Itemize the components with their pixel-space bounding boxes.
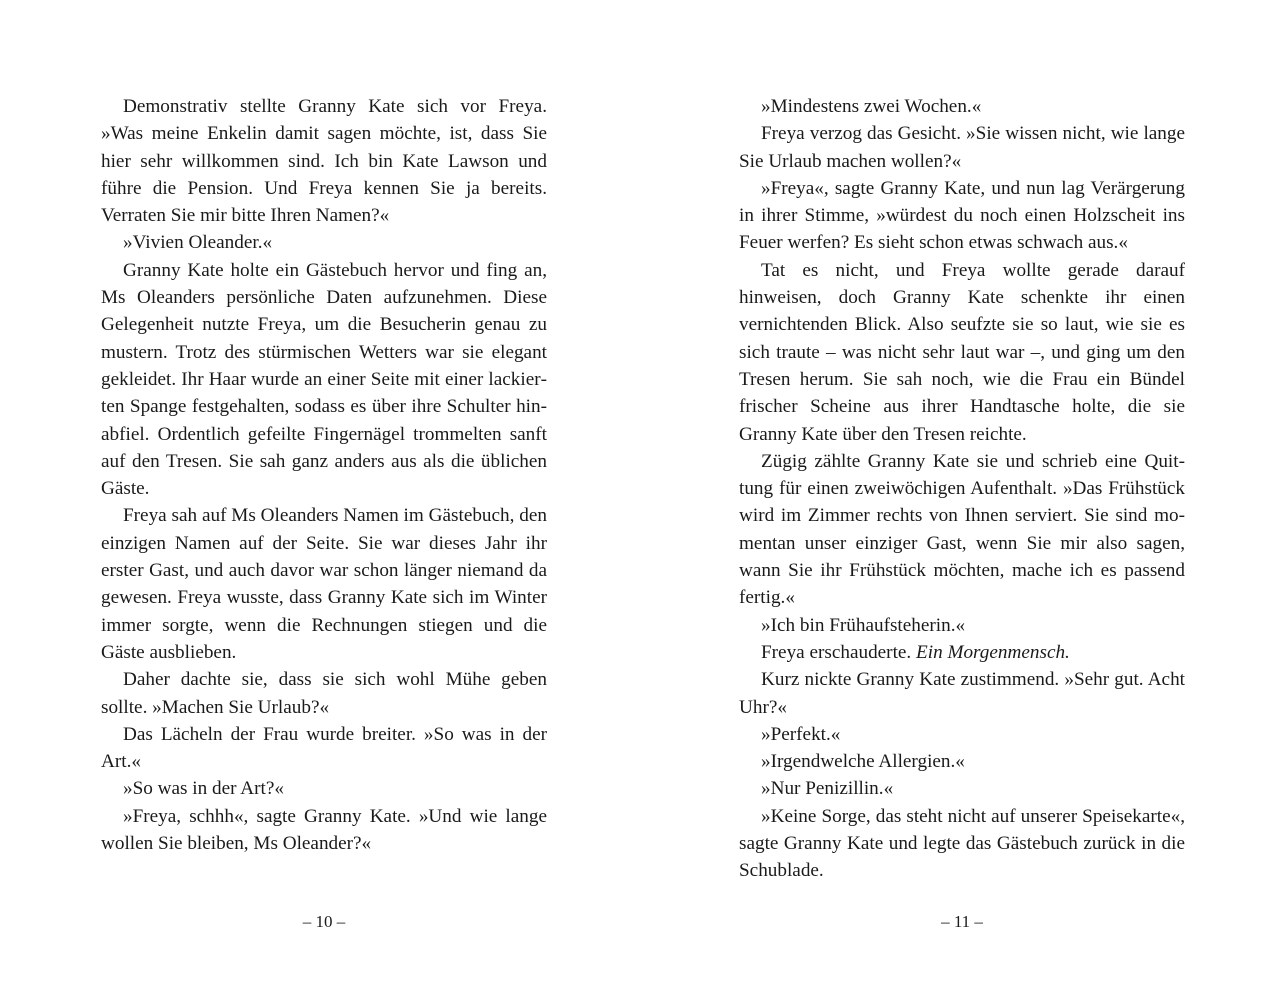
paragraph: Tat es nicht, und Freya wollte gerade darauf hinweisen, doch Granny Kate schenkte ihr einen vernichtenden Blick. Also seufzte sie so laut, wie sie es sich traute – was nicht sehr laut war –, und ging um den Tresen herum. Sie sah noch, wie die Frau ein Bündel frischer Scheine aus ihrer Handtasche holte, die sie Granny Kate über den Tresen reichte. — [739, 259, 1185, 445]
right-page — [739, 93, 1185, 885]
paragraph: Kurz nickte Granny Kate zustimmend. »Sehr gut. Acht Uhr?« — [739, 669, 1185, 718]
paragraph: Freya verzog das Gesicht. »Sie wissen nicht, wie lange Sie Urlaub machen wollen?« — [739, 123, 1185, 172]
paragraph: »Irgendwelche Allergien.« — [761, 751, 965, 773]
paragraph: Daher dachte sie, dass sie sich wohl Mühe geben sollte. »Machen Sie Urlaub?« — [101, 669, 547, 718]
paragraph: Granny Kate holte ein Gästebuch hervor und fing an, Ms Oleanders persönliche Daten aufzunehmen. Diese Gelegenheit nutzte Freya, um die Besucherin genau zu mustern. Trotz des stürmischen Wetters war sie elegant gekleidet. Ihr Haar wurde an einer Seite mit einer lackierten Spange festgehalten, sodass es über ihre Schulter hinabfiel. Ordentlich gefeilte Fingernägel trommelten sanft auf den Tresen. Sie sah ganz anders aus als die üblichen Gäste. — [101, 259, 547, 500]
italic-phrase: Ein Morgenmensch. — [916, 641, 1070, 663]
paragraph: »Mindestens zwei Wochen.« — [761, 96, 982, 117]
paragraph: »So was in der Art?« — [123, 778, 284, 800]
paragraph: »Freya«, sagte Granny Kate, und nun lag Verärgerung in ihrer Stimme, »würdest du noch einen Holzscheit ins Feuer werfen? Es sieht schon etwas schwach aus.« — [739, 177, 1185, 254]
paragraph: Freya sah auf Ms Oleanders Namen im Gästebuch, den einzigen Namen auf der Seite. Sie war dieses Jahr ihr erster Gast, und auch davor war schon länger niemand da gewesen. Freya wusste, dass Granny Kate sich im Winter immer sorgte, wenn die Rechnungen stiegen und die Gäste ausblieben. — [101, 505, 547, 663]
paragraph: Demonstrativ stellte Granny Kate sich vor Freya. »Was meine Enkelin damit sagen möchte, ist, dass Sie hier sehr willkommen sind. Ich bin Kate Lawson und führe die Pension. Und Freya kennen Sie ja bereits. Verraten Sie mir bitte Ihren Namen?« — [101, 96, 547, 227]
paragraph: Das Lächeln der Frau wurde breiter. »So was in der Art.« — [101, 723, 547, 773]
paragraph: »Ich bin Frühaufsteherin.« — [761, 614, 966, 636]
left-page — [101, 93, 547, 857]
paragraph-text: Freya erschauderte. — [761, 641, 912, 663]
paragraph: »Freya, schhh«, sagte Granny Kate. »Und wie lange wollen Sie bleiben, Ms Oleander?« — [101, 805, 547, 855]
paragraph: Zügig zählte Granny Kate sie und schrieb eine Quittung für einen zweiwöchigen Aufenthalt. »Das Frühstück wird im Zimmer rechts von Ihnen serviert. Sie sind momentan unser einziger Gast, wenn Sie mir also sagen, wann Sie ihr Frühstück möchten, mache ich es passend fertig.« — [739, 450, 1185, 609]
paragraph — [739, 639, 1185, 666]
paragraph: »Vivien Oleander.« — [123, 232, 273, 254]
paragraph: »Keine Sorge, das steht nicht auf unserer Speisekarte«, sagte Granny Kate und legte das Gästebuch zurück in die Schublade. — [739, 805, 1185, 882]
paragraph: »Perfekt.« — [761, 723, 841, 745]
page-number-right: – 11 – — [941, 912, 983, 931]
page-number-left: – 10 – — [302, 912, 346, 931]
paragraph: »Nur Penizillin.« — [761, 778, 894, 800]
